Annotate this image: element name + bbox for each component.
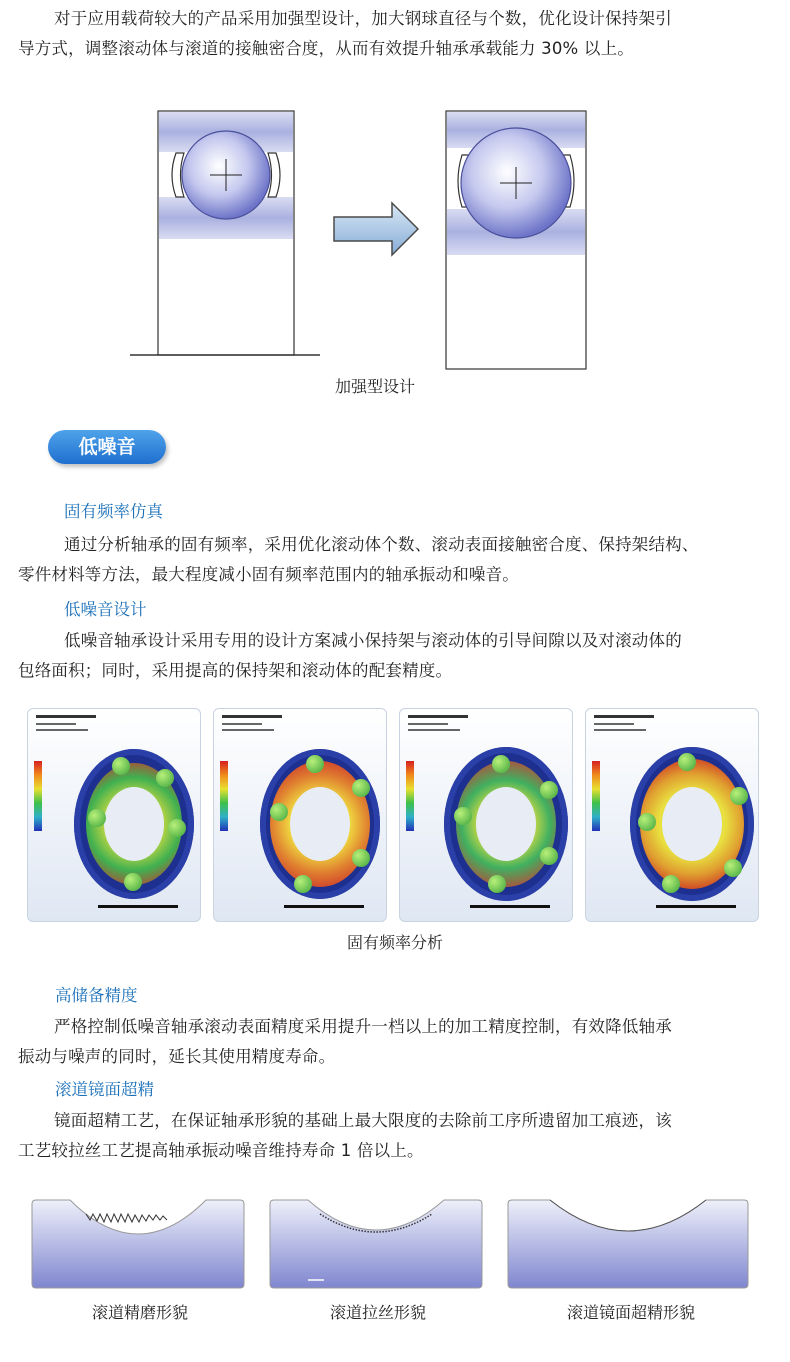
mirror-line-1: 镜面超精工艺，在保证轴承形貌的基础上最大限度的去除前工序所遗留加工痕迹，该	[54, 1111, 672, 1130]
precision-paragraph	[18, 1012, 778, 1072]
groove-ground-profile	[30, 1198, 246, 1290]
reinforced-caption: 加强型设计	[334, 377, 415, 396]
intro-line-1: 对于应用载荷较大的产品采用加强型设计，加大钢球直径与个数，优化设计保持架引	[54, 9, 672, 28]
groove-brushed-caption: 滚道拉丝形貌	[329, 1303, 426, 1322]
groove-mirror-profile	[506, 1198, 750, 1290]
fea-image-1	[27, 708, 201, 922]
precision-title: 高储备精度	[55, 986, 138, 1005]
intro-paragraph	[18, 4, 778, 64]
section-badge: 低噪音	[48, 430, 166, 464]
low-noise-title: 低噪音设计	[64, 600, 147, 619]
natural-freq-line-2: 零件材料等方法，最大程度减小固有频率范围内的轴承振动和噪音。	[18, 565, 519, 584]
groove-ground-caption: 滚道精磨形貌	[91, 1303, 188, 1322]
fea-image-2	[213, 708, 387, 922]
fea-caption: 固有频率分析	[346, 933, 443, 952]
fea-image-4	[585, 708, 759, 922]
standard-bearing-section	[130, 111, 320, 355]
precision-line-2: 振动与噪声的同时，延长其使用精度寿命。	[18, 1047, 336, 1066]
natural-freq-title: 固有频率仿真	[64, 502, 163, 521]
low-noise-paragraph	[18, 626, 778, 686]
mirror-title: 滚道镜面超精	[55, 1080, 154, 1099]
low-noise-line-1: 低噪音轴承设计采用专用的设计方案减小保持架与滚动体的引导间隙以及对滚动体的	[64, 631, 682, 650]
mirror-paragraph	[18, 1106, 778, 1166]
reinforced-bearing-section	[446, 111, 586, 369]
natural-freq-line-1: 通过分析轴承的固有频率，采用优化滚动体个数、滚动表面接触密合度、保持架结构、	[64, 535, 699, 554]
groove-brushed-profile	[268, 1198, 484, 1290]
natural-freq-paragraph	[18, 530, 778, 590]
arrow-icon	[334, 203, 418, 255]
fea-image-3	[399, 708, 573, 922]
precision-line-1: 严格控制低噪音轴承滚动表面精度采用提升一档以上的加工精度控制，有效降低轴承	[54, 1017, 672, 1036]
mirror-line-2: 工艺较拉丝工艺提高轴承振动噪音维持寿命 1 倍以上。	[18, 1141, 424, 1160]
intro-line-2: 导方式，调整滚动体与滚道的接触密合度，从而有效提升轴承承载能力 30% 以上。	[18, 39, 634, 58]
low-noise-line-2: 包络面积；同时，采用提高的保持架和滚动体的配套精度。	[18, 661, 453, 680]
reinforced-design-diagram	[130, 105, 600, 370]
groove-mirror-caption: 滚道镜面超精形貌	[566, 1303, 695, 1322]
